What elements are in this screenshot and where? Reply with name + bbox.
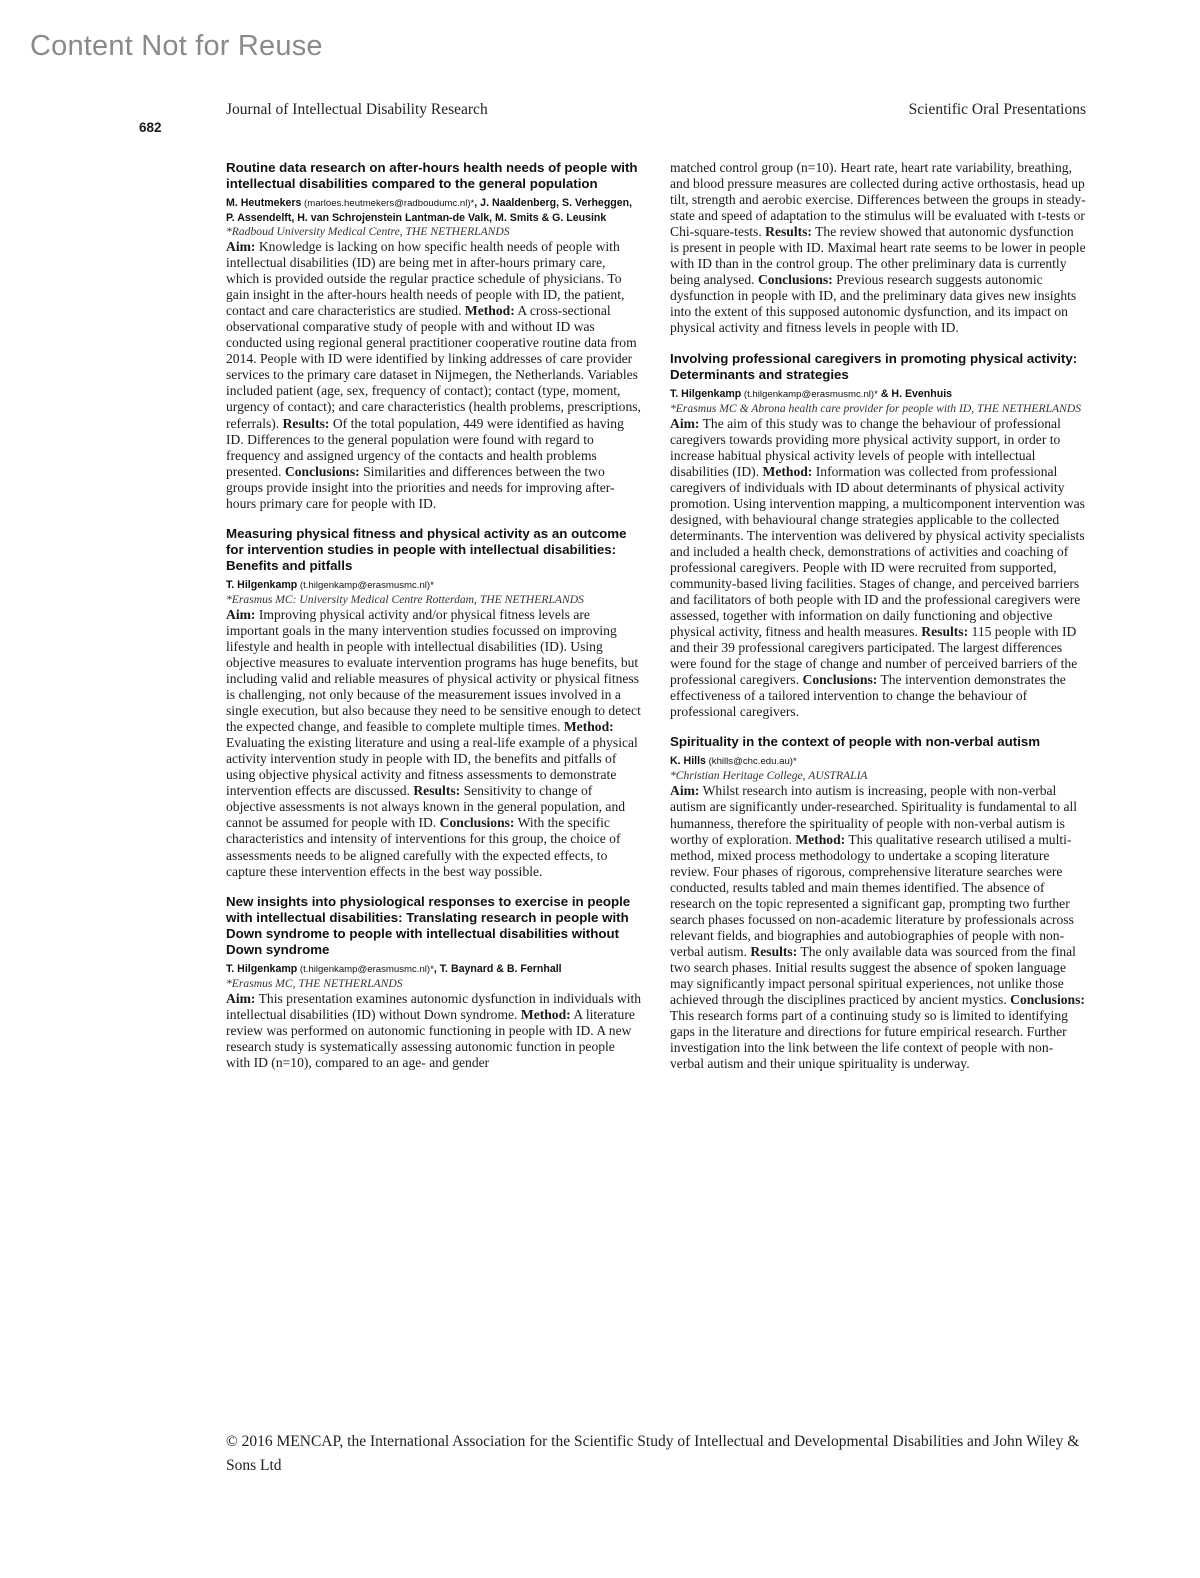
abstract-body (670, 416, 1086, 721)
aim-text: Knowledge is lacking on how specific health needs of people with intellectual disabilities (ID) are being met in after-hours primary care, which is provided outside the regular practice schedule of physicians. To gain insight in the after-hours health needs of people with ID, the patient, contact and care characteristics are studied. (226, 239, 625, 319)
method-label: Method: (563, 719, 614, 735)
affiliation: *Erasmus MC & Abrona health care provider for people with ID, THE NETHERLANDS (670, 401, 1082, 415)
results-text: The only available data was sourced from the final two search phases. Initial results suggest the absence of spoken language may significantly impact personal spiritual experiences, not unlike those achieved through the disciplines practiced by ancient mystics. (670, 943, 1076, 1008)
author-name: K. Hills (670, 755, 706, 768)
author-email: (t.hilgenkamp@erasmusmc.nl)* (297, 579, 434, 591)
abstract-body (226, 991, 642, 1071)
aim-label: Aim: (226, 990, 256, 1006)
affiliation: *Erasmus MC, THE NETHERLANDS (226, 976, 403, 990)
abstract-body (226, 607, 642, 880)
copyright-footer: © 2016 MENCAP, the International Association for the Scientific Study of Intellectual and Developmental Disabilities and John Wiley & Sons Ltd (226, 1433, 1080, 1474)
watermark: Content Not for Reuse (30, 30, 323, 62)
conclusions-text: The intervention demonstrates the effectiveness of a tailored intervention to change the behaviour of professional caregivers. (670, 672, 1066, 720)
conclusions-label: Conclusions: (284, 463, 360, 479)
author-name: T. Hilgenkamp (226, 578, 298, 591)
conclusions-text: This research forms part of a continuing study so is limited to identifying gaps in the literature and directions for future empirical research. Further investigation into the link between the life context of people with non-verbal autism and their unique spirituality is underway. (670, 1008, 1068, 1072)
author-email: (t.hilgenkamp@erasmusmc.nl)* (297, 963, 434, 975)
conclusions-label: Conclusions: (757, 272, 833, 288)
author-email: (marloes.heutmekers@radboudumc.nl)* (301, 198, 475, 209)
method-text: A literature review was performed on autonomic functioning in people with ID. A new research study is systematically assessing autonomic function in people with ID (n=10), compared to an age- and gender (226, 1006, 635, 1070)
abstract (226, 526, 642, 880)
aim-text: The aim of this study was to change the behaviour of professional caregivers towards providing more physical activity support, in order to increase habitual physical activity levels of people with intellectual disabilities (ID). (670, 415, 1061, 479)
abstract (670, 734, 1086, 1072)
author-name: T. Baynard & B. Fernhall (439, 962, 562, 975)
author-list (226, 962, 642, 977)
affiliation: *Christian Heritage College, AUSTRALIA (670, 769, 868, 783)
aim-label: Aim: (226, 606, 256, 622)
conclusions-text: With the specific characteristics and intensity of interventions for this group, the choice of assessments needs to be aligned carefully with the expected effects, to capture these intervention effects in the best way possible. (226, 815, 621, 879)
method-label: Method: (520, 1006, 571, 1022)
conclusions-label: Conclusions: (439, 815, 515, 831)
author-name: H. Evenhuis (891, 387, 953, 400)
results-label: Results: (413, 783, 461, 799)
abstract-body (670, 160, 1086, 337)
author-name: M. Heutmekers (226, 197, 302, 209)
author-list (226, 196, 642, 225)
conclusions-text: Previous research suggests autonomic dysfunction in people with ID, and the preliminary data gives new insights into the extent of this supposed autonomic dysfunction, and its impact on physical activity and fitness levels in people with ID. (670, 272, 1077, 336)
author-list (670, 387, 1086, 402)
results-label: Results: (921, 624, 969, 640)
results-text: Of the total population, 449 were identified as having ID. Differences to the general population were found with regard to frequency and assigned urgency of the contacts and health problems presented. (226, 415, 624, 479)
aim-text: Improving physical activity and/or physical fitness levels are important goals in the many intervention studies focussed on improving lifestyle and health in people with intellectual disabilities (ID). Using objective measures to evaluate intervention programs has huge benefits, but including valid and reliable measures of physical activity or physical fitness is challenging, not only because of the measurement issues involved in a single execution, but also because they need to be sensitive enough to detect the expected change, and feasible to complete multiple times. (226, 606, 641, 735)
abstract-title: New insights into physiological responses to exercise in people with intellectual disabilities: Translating research in people with Down syndrome to people with intellectual disabilities without Down syndrome (226, 893, 631, 957)
aim-text: This presentation examines autonomic dysfunction in individuals with intellectual disabilities (ID) without Down syndrome. (226, 990, 642, 1022)
conclusions-text: Similarities and differences between the two groups provide insight into the priorities and needs for improving after-hours primary care for people with ID. (226, 463, 615, 511)
abstract-continuation (670, 160, 1086, 337)
abstract-title: Routine data research on after-hours health needs of people with intellectual disabilities compared to the general population (226, 160, 638, 191)
abstract (226, 160, 642, 512)
author-list (226, 578, 642, 593)
journal-title: Journal of Intellectual Disability Research (226, 101, 488, 118)
results-label: Results: (765, 224, 812, 240)
author-separator: , (474, 197, 481, 209)
author-name: T. Hilgenkamp (226, 962, 298, 975)
author-name: J. Naaldenberg, S. Verheggen, P. Assendelft, H. van Schrojenstein Lantman-de Valk, M. Smits & G. Leusink (226, 197, 633, 224)
method-label: Method: (464, 303, 515, 319)
results-text: 115 people with ID and their 39 professional caregivers participated. The largest differences were found for the stage of change and number of perceived barriers of the professional caregivers. (670, 624, 1078, 688)
author-email: (khills@chc.edu.au)* (705, 756, 797, 768)
author-email: (t.hilgenkamp@erasmusmc.nl)* (741, 388, 878, 400)
abstract-title: Involving professional caregivers in promoting physical activity: Determinants and strategies (670, 350, 1078, 382)
right-column (670, 160, 1086, 1086)
method-text: This qualitative research utilised a multi-method, mixed process methodology to undertake a scoping literature review. Four phases of rigorous, comprehensive literature searches were conducted, results tabled and main themes identified. The absence of research on the topic represented a significant gap, prompting two further search phases focussed on non-academic literature by professionals across relevant fields, and biographies and autobiographies of people with non-verbal autism. (670, 831, 1074, 959)
author-separator: & (877, 387, 892, 400)
aim-text: Whilst research into autism is increasing, people with non-verbal autism are significantly under-researched. Spirituality is fundamental to all humanness, therefore the spirituality of people with non-verbal autism is worthy of exploration. (670, 783, 1078, 847)
aim-label: Aim: (670, 783, 700, 799)
aim-label: Aim: (670, 415, 700, 431)
left-column (226, 160, 642, 1085)
results-text: Sensitivity to change of objective assessments is not always known in the general population, and cannot be assumed for people with ID. (226, 783, 626, 831)
abstract-title: Spirituality in the context of people with non-verbal autism (670, 734, 1041, 750)
affiliation: *Erasmus MC: University Medical Centre Rotterdam, THE NETHERLANDS (226, 592, 584, 606)
method-text: Information was collected from professional caregivers of individuals with ID about determinants of physical activity promotion. Using intervention mapping, a multicomponent intervention was designed, with behavioural change strategies applicable to the collected determinants. The intervention was delivered by physical activity specialists and included a health check, demonstrations of activities and coaching of professional caregivers. People with ID were recruited from supported, community-based living facilities. Stages of change, and perceived barriers and facilitators of both people with ID and the professional caregivers were assessed, together with information on daily functioning and objective physical activity, fitness and health measures. (670, 463, 1085, 640)
results-label: Results: (750, 943, 798, 959)
abstract (670, 351, 1086, 721)
abstract (226, 894, 642, 1071)
conclusions-label: Conclusions: (802, 672, 878, 688)
conclusions-label: Conclusions: (1010, 992, 1085, 1008)
aim-label: Aim: (226, 239, 256, 254)
abstract-title: Measuring physical fitness and physical activity as an outcome for intervention studies in people with intellectual disabilities: Benefits and pitfalls (226, 525, 627, 573)
author-name: T. Hilgenkamp (670, 387, 742, 400)
method-text: Evaluating the existing literature and using a real-life example of a physical activity intervention study in people with ID, the benefits and pitfalls of using objective physical activity and fitness assessments to demonstrate intervention effects are discussed. (226, 735, 638, 799)
abstract-body (226, 239, 642, 512)
results-label: Results: (282, 415, 330, 431)
method-label: Method: (795, 831, 846, 847)
page-number: 682 (139, 120, 162, 135)
affiliation: *Radboud University Medical Centre, THE NETHERLANDS (226, 225, 510, 238)
method-label: Method: (762, 463, 813, 479)
abstract-body (670, 783, 1086, 1072)
method-text: A cross-sectional observational comparative study of people with and without ID was conducted using regional general practitioner cooperative routine data from 2014. People with ID were identified by linking addresses of care provider services to the primary care dataset in Nijmegen, the Netherlands. Variables included patient (age, sex, frequency of contact); contact (type, moment, urgency of contact); and care characteristics (health problems, prescriptions, referrals). (226, 303, 641, 431)
section-title: Scientific Oral Presentations (908, 101, 1086, 118)
method-text-continued: matched control group (n=10). Heart rate, heart rate variability, breathing, and blood pressure measures are collected during active orthostasis, head up tilt, strength and aerobic exercise. Differences between the groups in steady-state and speed of adaptation to the stimulus will be evaluated with t-tests or Chi-square-tests. (670, 160, 1086, 240)
running-head (226, 101, 1086, 119)
author-list (670, 754, 1086, 769)
author-separator: , (433, 962, 440, 975)
results-text: The review showed that autonomic dysfunction is present in people with ID. Maximal heart rate seems to be lower in people with ID than in the control group. The other preliminary data is currently being analysed. (670, 224, 1086, 288)
